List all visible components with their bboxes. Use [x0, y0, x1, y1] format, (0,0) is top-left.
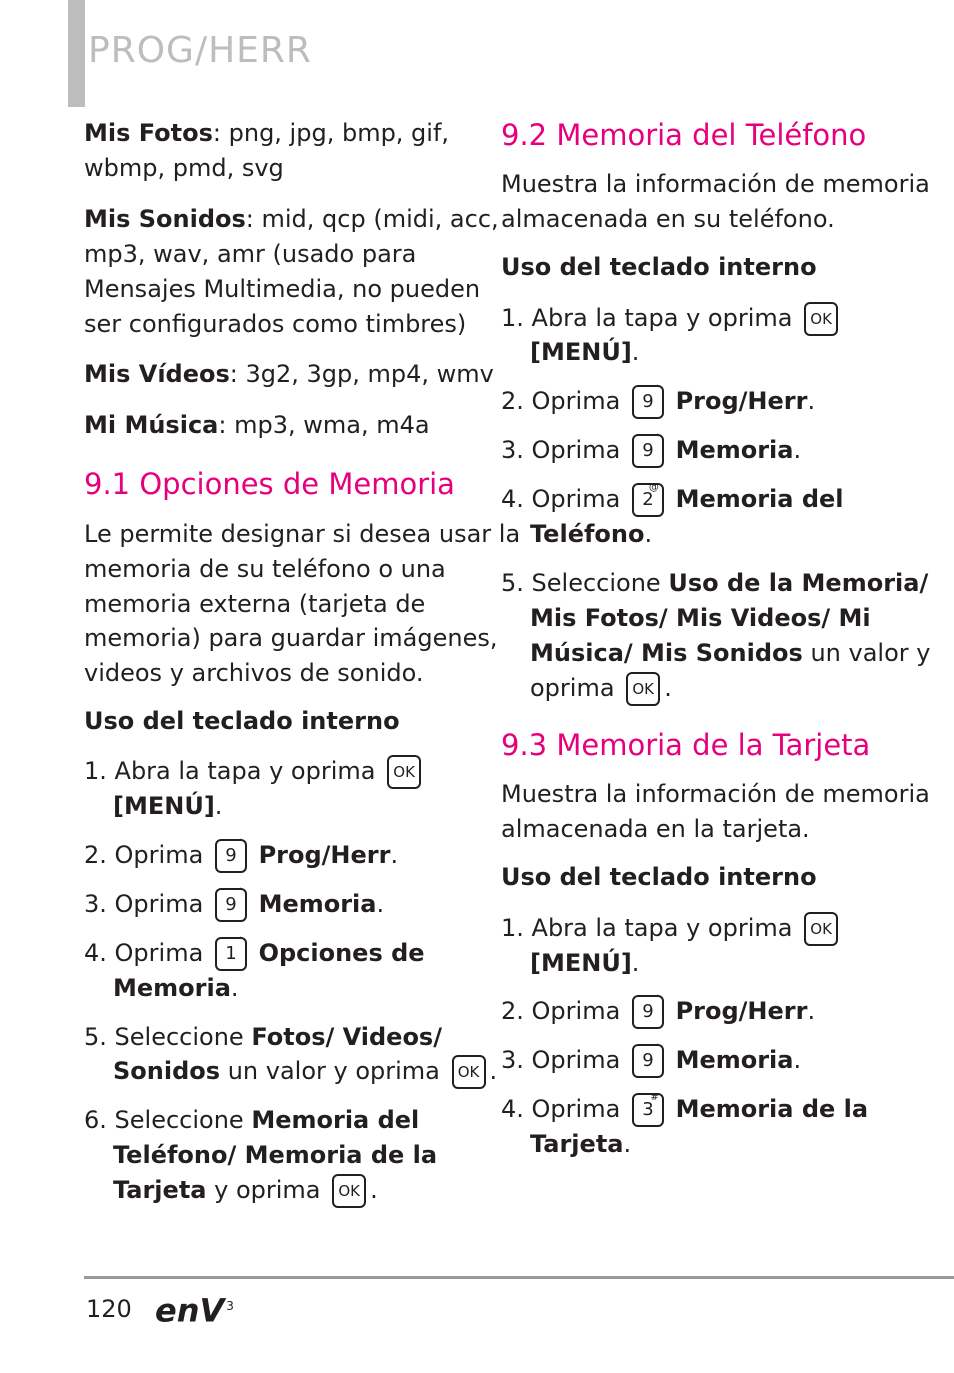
desc-line: memoria) para guardar imágenes,: [84, 624, 498, 652]
desc-line: Le permite designar si desea usar la: [84, 520, 521, 548]
desc-line: memoria de su teléfono o una: [84, 555, 446, 583]
format-mi-musica: Mi Música: mp3, wma, m4a: [84, 411, 430, 439]
subhead: Uso del teclado interno: [84, 707, 400, 735]
step-5-cont: Sonidos un valor y oprima OK .: [113, 1054, 497, 1089]
step-5: 5. Seleccione Uso de la Memoria/: [501, 569, 929, 597]
format-line: Mensajes Multimedia, no pueden: [84, 275, 481, 303]
step-1: 1. Abra la tapa y oprima OK: [501, 911, 842, 946]
step-5-cont: oprima OK .: [530, 671, 672, 706]
desc-line: Muestra la información de memoria: [501, 170, 930, 198]
ok-key-icon: OK: [804, 302, 838, 336]
step-3: 3. Oprima 9 ʻ Memoria.: [501, 1043, 801, 1078]
subhead: Uso del teclado interno: [501, 863, 817, 891]
desc-line: Muestra la información de memoria: [501, 780, 930, 808]
step-5: 5. Seleccione Fotos/ Videos/: [84, 1023, 442, 1051]
format-line: wbmp, pmd, svg: [84, 154, 284, 182]
step-4-cont: Tarjeta.: [530, 1130, 632, 1158]
step-3: 3. Oprima 9 ʻ Memoria.: [501, 433, 801, 468]
page-number: 120: [86, 1295, 132, 1323]
section-title-9-2: 9.2 Memoria del Teléfono: [501, 118, 867, 152]
step-1-cont: [MENÚ].: [113, 792, 223, 820]
desc-line: videos y archivos de sonido.: [84, 659, 424, 687]
ok-key-icon: OK: [387, 755, 421, 789]
format-label: Mi Música: [84, 411, 219, 439]
format-mis-videos: Mis Vídeos: 3g2, 3gp, mp4, wmv: [84, 360, 494, 388]
subhead: Uso del teclado interno: [501, 253, 817, 281]
ok-key-icon: OK: [804, 912, 838, 946]
format-label: Mis Sonidos: [84, 205, 246, 233]
format-line: ser configurados como timbres): [84, 310, 467, 338]
key-9-icon: 9 ʻ: [632, 1044, 664, 1078]
format-label: Mis Fotos: [84, 119, 213, 147]
step-1-cont: [MENÚ].: [530, 949, 640, 977]
step-5-cont: Música/ Mis Sonidos un valor y: [530, 639, 931, 667]
section-title-9-3: 9.3 Memoria de la Tarjeta: [501, 728, 871, 762]
step-4: 4. Oprima 1 ʻ Opciones de: [84, 936, 425, 971]
step-4-cont: Memoria.: [113, 974, 239, 1002]
key-1-icon: 1 ʻ: [215, 937, 247, 971]
step-1: 1. Abra la tapa y oprima OK: [84, 754, 425, 789]
step-1-cont: [MENÚ].: [530, 338, 640, 366]
step-6-cont: Tarjeta y oprima OK .: [113, 1173, 378, 1208]
key-9-icon: 9 ʻ: [215, 839, 247, 873]
page-header-title: PROG/HERR: [88, 30, 312, 71]
ok-key-icon: OK: [332, 1174, 366, 1208]
format-label: Mis Vídeos: [84, 360, 230, 388]
step-4-cont: Teléfono.: [530, 520, 653, 548]
footer-divider: [84, 1276, 954, 1279]
step-5-cont: Mis Fotos/ Mis Videos/ Mi: [530, 604, 871, 632]
ok-key-icon: OK: [452, 1055, 486, 1089]
section-title-9-1: 9.1 Opciones de Memoria: [84, 467, 455, 501]
key-9-icon: 9 ʻ: [215, 888, 247, 922]
step-3: 3. Oprima 9 ʻ Memoria.: [84, 887, 384, 922]
step-2: 2. Oprima 9 ʻ Prog/Herr.: [84, 838, 398, 873]
desc-line: almacenada en la tarjeta.: [501, 815, 810, 843]
desc-line: memoria externa (tarjeta de: [84, 590, 426, 618]
step-2: 2. Oprima 9 ʻ Prog/Herr.: [501, 994, 815, 1029]
key-9-icon: 9 ʻ: [632, 995, 664, 1029]
step-2: 2. Oprima 9 ʻ Prog/Herr.: [501, 384, 815, 419]
step-4: 4. Oprima 3 # Memoria de la: [501, 1092, 868, 1127]
step-1: 1. Abra la tapa y oprima OK: [501, 301, 842, 336]
key-3-icon: 3 #: [632, 1093, 664, 1127]
desc-line: almacenada en su teléfono.: [501, 205, 835, 233]
header-bar: [68, 0, 85, 107]
brand-logo: enV $^3$: [155, 1291, 234, 1330]
step-6-cont: Teléfono/ Memoria de la: [113, 1141, 438, 1169]
key-9-icon: 9 ʻ: [632, 385, 664, 419]
key-9-icon: 9 ʻ: [632, 434, 664, 468]
ok-key-icon: OK: [626, 672, 660, 706]
step-6: 6. Seleccione Memoria del: [84, 1106, 420, 1134]
format-mis-fotos: Mis Fotos: png, jpg, bmp, gif,: [84, 119, 450, 147]
format-mis-sonidos: Mis Sonidos: mid, qcp (midi, acc,: [84, 205, 499, 233]
step-4: 4. Oprima 2 @ Memoria del: [501, 482, 844, 517]
key-2-icon: 2 @: [632, 483, 664, 517]
format-line: mp3, wav, amr (usado para: [84, 240, 417, 268]
